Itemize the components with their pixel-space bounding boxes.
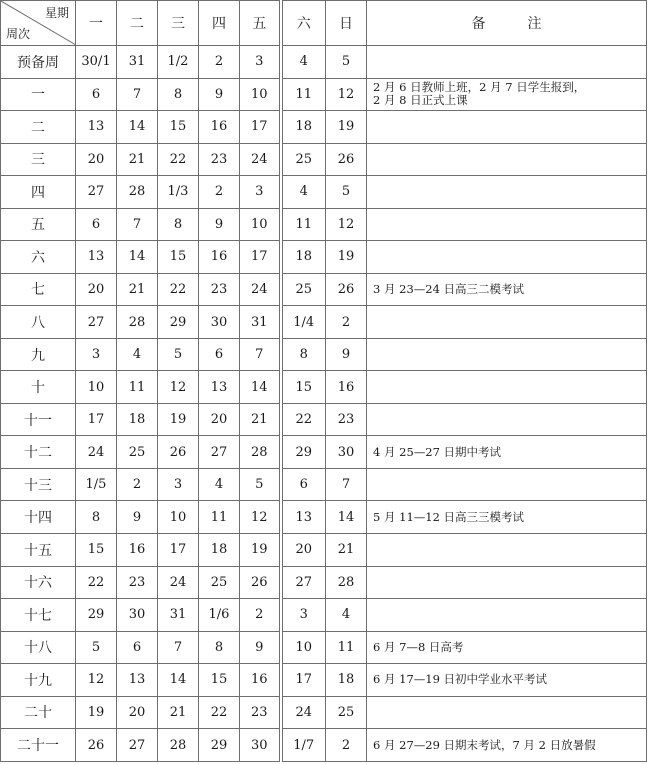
date-cell-thu: 20 — [199, 403, 240, 436]
date-cell-thu: 2 — [199, 176, 240, 209]
date-cell-sat: 15 — [281, 371, 326, 404]
date-cell-sat: 3 — [281, 599, 326, 632]
date-cell-thu: 9 — [199, 78, 240, 111]
date-cell-mon: 26 — [76, 729, 117, 762]
date-cell-tue: 23 — [117, 566, 158, 599]
date-cell-wed: 15 — [158, 241, 199, 274]
date-cell-wed: 8 — [158, 208, 199, 241]
note-cell: 3 月 23—24 日高三二模考试 — [367, 273, 647, 306]
week-label: 十七 — [1, 599, 76, 632]
date-cell-sat: 11 — [281, 78, 326, 111]
date-cell-wed: 24 — [158, 566, 199, 599]
date-cell-sun: 12 — [326, 208, 367, 241]
date-cell-tue: 6 — [117, 631, 158, 664]
date-cell-fri: 24 — [240, 143, 281, 176]
note-cell — [367, 696, 647, 729]
week-label: 十六 — [1, 566, 76, 599]
table-row — [1, 306, 647, 339]
date-cell-thu: 4 — [199, 468, 240, 501]
date-cell-fri: 14 — [240, 371, 281, 404]
date-cell-wed: 12 — [158, 371, 199, 404]
date-cell-sun: 16 — [326, 371, 367, 404]
date-cell-sat: 6 — [281, 468, 326, 501]
week-label: 五 — [1, 208, 76, 241]
date-cell-fri: 26 — [240, 566, 281, 599]
week-label: 一 — [1, 78, 76, 111]
date-cell-wed: 7 — [158, 631, 199, 664]
date-cell-mon: 27 — [76, 306, 117, 339]
note-cell — [367, 208, 647, 241]
date-cell-tue: 16 — [117, 533, 158, 566]
date-cell-wed: 22 — [158, 273, 199, 306]
table-row — [1, 436, 647, 469]
table-row — [1, 208, 647, 241]
date-cell-wed: 8 — [158, 78, 199, 111]
date-cell-sun: 7 — [326, 468, 367, 501]
note-cell — [367, 566, 647, 599]
header-day-tue: 二 — [117, 1, 158, 46]
note-cell: 6 月 17—19 日初中学业水平考试 — [367, 664, 647, 697]
date-cell-thu: 8 — [199, 631, 240, 664]
date-cell-sun: 2 — [326, 729, 367, 762]
date-cell-thu: 16 — [199, 111, 240, 144]
table-row — [1, 468, 647, 501]
date-cell-sun: 30 — [326, 436, 367, 469]
week-label: 二十 — [1, 696, 76, 729]
date-cell-mon: 13 — [76, 111, 117, 144]
note-cell — [367, 468, 647, 501]
date-cell-tue: 21 — [117, 273, 158, 306]
date-cell-tue: 9 — [117, 501, 158, 534]
date-cell-tue: 13 — [117, 664, 158, 697]
date-cell-mon: 5 — [76, 631, 117, 664]
date-cell-mon: 13 — [76, 241, 117, 274]
date-cell-sat: 4 — [281, 46, 326, 79]
table-row — [1, 338, 647, 371]
date-cell-mon: 22 — [76, 566, 117, 599]
week-label: 十四 — [1, 501, 76, 534]
date-cell-fri: 31 — [240, 306, 281, 339]
date-cell-thu: 13 — [199, 371, 240, 404]
header-day-mon: 一 — [76, 1, 117, 46]
date-cell-wed: 1/3 — [158, 176, 199, 209]
week-label: 八 — [1, 306, 76, 339]
week-label: 六 — [1, 241, 76, 274]
date-cell-sun: 11 — [326, 631, 367, 664]
table-row — [1, 78, 647, 111]
date-cell-sat: 29 — [281, 436, 326, 469]
date-cell-mon: 15 — [76, 533, 117, 566]
date-cell-wed: 19 — [158, 403, 199, 436]
date-cell-sun: 5 — [326, 176, 367, 209]
note-cell — [367, 599, 647, 632]
date-cell-thu: 25 — [199, 566, 240, 599]
date-cell-wed: 26 — [158, 436, 199, 469]
week-label: 预备周 — [1, 46, 76, 79]
header-row — [1, 1, 647, 46]
date-cell-sat: 1/7 — [281, 729, 326, 762]
date-cell-fri: 23 — [240, 696, 281, 729]
date-cell-fri: 5 — [240, 468, 281, 501]
calendar-body — [1, 46, 647, 762]
date-cell-sat: 13 — [281, 501, 326, 534]
date-cell-sat: 25 — [281, 143, 326, 176]
note-cell: 6 月 7—8 日高考 — [367, 631, 647, 664]
date-cell-fri: 30 — [240, 729, 281, 762]
date-cell-sun: 23 — [326, 403, 367, 436]
header-notes — [367, 1, 647, 46]
date-cell-sun: 18 — [326, 664, 367, 697]
date-cell-fri: 7 — [240, 338, 281, 371]
note-cell — [367, 111, 647, 144]
date-cell-mon: 17 — [76, 403, 117, 436]
date-cell-tue: 28 — [117, 176, 158, 209]
date-cell-wed: 3 — [158, 468, 199, 501]
date-cell-sat: 10 — [281, 631, 326, 664]
date-cell-tue: 21 — [117, 143, 158, 176]
date-cell-fri: 9 — [240, 631, 281, 664]
table-row — [1, 176, 647, 209]
date-cell-tue: 31 — [117, 46, 158, 79]
week-label: 十二 — [1, 436, 76, 469]
header-day-sat: 六 — [281, 1, 326, 46]
date-cell-wed: 17 — [158, 533, 199, 566]
note-cell — [367, 46, 647, 79]
table-row — [1, 143, 647, 176]
date-cell-sat: 20 — [281, 533, 326, 566]
date-cell-mon: 6 — [76, 208, 117, 241]
date-cell-sat: 1/4 — [281, 306, 326, 339]
date-cell-fri: 28 — [240, 436, 281, 469]
date-cell-wed: 10 — [158, 501, 199, 534]
date-cell-mon: 8 — [76, 501, 117, 534]
date-cell-sun: 19 — [326, 241, 367, 274]
date-cell-sun: 26 — [326, 273, 367, 306]
table-row — [1, 631, 647, 664]
week-label: 九 — [1, 338, 76, 371]
table-row — [1, 371, 647, 404]
header-weekday-label: 星期 — [44, 6, 69, 20]
table-row — [1, 599, 647, 632]
week-label: 十八 — [1, 631, 76, 664]
week-label: 七 — [1, 273, 76, 306]
date-cell-tue: 27 — [117, 729, 158, 762]
note-cell: 6 月 27—29 日期末考试，7 月 2 日放暑假 — [367, 729, 647, 762]
date-cell-fri: 2 — [240, 599, 281, 632]
note-cell — [367, 176, 647, 209]
date-cell-thu: 1/6 — [199, 599, 240, 632]
table-row — [1, 501, 647, 534]
note-cell: 4 月 25—27 日期中考试 — [367, 436, 647, 469]
date-cell-tue: 20 — [117, 696, 158, 729]
note-cell — [367, 143, 647, 176]
header-notes-char-2: 注 — [527, 16, 542, 32]
date-cell-thu: 23 — [199, 273, 240, 306]
date-cell-wed: 1/2 — [158, 46, 199, 79]
date-cell-thu: 18 — [199, 533, 240, 566]
date-cell-sun: 4 — [326, 599, 367, 632]
date-cell-fri: 10 — [240, 208, 281, 241]
note-cell — [367, 371, 647, 404]
date-cell-tue: 28 — [117, 306, 158, 339]
date-cell-fri: 19 — [240, 533, 281, 566]
date-cell-sat: 27 — [281, 566, 326, 599]
date-cell-tue: 14 — [117, 111, 158, 144]
date-cell-thu: 9 — [199, 208, 240, 241]
note-cell — [367, 403, 647, 436]
date-cell-tue: 4 — [117, 338, 158, 371]
date-cell-wed: 5 — [158, 338, 199, 371]
header-day-sun: 日 — [326, 1, 367, 46]
date-cell-thu: 6 — [199, 338, 240, 371]
date-cell-mon: 10 — [76, 371, 117, 404]
header-week-label: 周次 — [6, 27, 31, 41]
note-cell — [367, 533, 647, 566]
date-cell-mon: 29 — [76, 599, 117, 632]
date-cell-fri: 17 — [240, 241, 281, 274]
week-label: 十五 — [1, 533, 76, 566]
date-cell-sat: 24 — [281, 696, 326, 729]
date-cell-tue: 30 — [117, 599, 158, 632]
date-cell-sun: 26 — [326, 143, 367, 176]
header-notes-char-1: 备 — [471, 16, 486, 32]
date-cell-sun: 25 — [326, 696, 367, 729]
date-cell-fri: 16 — [240, 664, 281, 697]
week-label: 三 — [1, 143, 76, 176]
date-cell-fri: 12 — [240, 501, 281, 534]
date-cell-sat: 4 — [281, 176, 326, 209]
date-cell-fri: 10 — [240, 78, 281, 111]
date-cell-thu: 27 — [199, 436, 240, 469]
date-cell-mon: 24 — [76, 436, 117, 469]
table-row — [1, 729, 647, 762]
date-cell-sat: 17 — [281, 664, 326, 697]
date-cell-sun: 19 — [326, 111, 367, 144]
week-label: 二十一 — [1, 729, 76, 762]
table-row — [1, 241, 647, 274]
note-cell: 5 月 11—12 日高三三模考试 — [367, 501, 647, 534]
date-cell-fri: 3 — [240, 176, 281, 209]
date-cell-sun: 21 — [326, 533, 367, 566]
date-cell-mon: 20 — [76, 273, 117, 306]
date-cell-thu: 29 — [199, 729, 240, 762]
date-cell-wed: 28 — [158, 729, 199, 762]
date-cell-fri: 3 — [240, 46, 281, 79]
date-cell-fri: 24 — [240, 273, 281, 306]
date-cell-mon: 6 — [76, 78, 117, 111]
table-row — [1, 696, 647, 729]
date-cell-tue: 11 — [117, 371, 158, 404]
date-cell-sun: 14 — [326, 501, 367, 534]
date-cell-sun: 5 — [326, 46, 367, 79]
week-label: 二 — [1, 111, 76, 144]
table-row — [1, 46, 647, 79]
header-corner-cell — [1, 1, 76, 46]
date-cell-thu: 23 — [199, 143, 240, 176]
date-cell-mon: 20 — [76, 143, 117, 176]
note-cell — [367, 241, 647, 274]
date-cell-wed: 15 — [158, 111, 199, 144]
date-cell-wed: 31 — [158, 599, 199, 632]
date-cell-thu: 2 — [199, 46, 240, 79]
date-cell-sat: 18 — [281, 241, 326, 274]
table-row — [1, 566, 647, 599]
table-row — [1, 273, 647, 306]
date-cell-sat: 8 — [281, 338, 326, 371]
date-cell-tue: 7 — [117, 208, 158, 241]
note-cell — [367, 306, 647, 339]
date-cell-sat: 11 — [281, 208, 326, 241]
date-cell-mon: 12 — [76, 664, 117, 697]
table-row — [1, 111, 647, 144]
table-row — [1, 664, 647, 697]
date-cell-thu: 16 — [199, 241, 240, 274]
date-cell-thu: 22 — [199, 696, 240, 729]
date-cell-tue: 18 — [117, 403, 158, 436]
note-cell: 2 月 6 日教师上班，2 月 7 日学生报到， 2 月 8 日正式上课 — [367, 78, 647, 111]
table-row — [1, 533, 647, 566]
date-cell-sun: 2 — [326, 306, 367, 339]
date-cell-sat: 25 — [281, 273, 326, 306]
header-day-fri: 五 — [240, 1, 281, 46]
date-cell-mon: 27 — [76, 176, 117, 209]
date-cell-fri: 17 — [240, 111, 281, 144]
week-label: 四 — [1, 176, 76, 209]
note-cell — [367, 338, 647, 371]
date-cell-sun: 28 — [326, 566, 367, 599]
date-cell-sat: 18 — [281, 111, 326, 144]
table-row — [1, 403, 647, 436]
date-cell-mon: 1/5 — [76, 468, 117, 501]
date-cell-fri: 21 — [240, 403, 281, 436]
date-cell-wed: 22 — [158, 143, 199, 176]
week-label: 十一 — [1, 403, 76, 436]
date-cell-thu: 30 — [199, 306, 240, 339]
week-label: 十 — [1, 371, 76, 404]
date-cell-tue: 14 — [117, 241, 158, 274]
date-cell-wed: 21 — [158, 696, 199, 729]
week-label: 十九 — [1, 664, 76, 697]
date-cell-tue: 2 — [117, 468, 158, 501]
date-cell-tue: 7 — [117, 78, 158, 111]
date-cell-wed: 14 — [158, 664, 199, 697]
date-cell-sun: 12 — [326, 78, 367, 111]
date-cell-mon: 3 — [76, 338, 117, 371]
date-cell-wed: 29 — [158, 306, 199, 339]
header-day-wed: 三 — [158, 1, 199, 46]
date-cell-mon: 30/1 — [76, 46, 117, 79]
date-cell-sun: 9 — [326, 338, 367, 371]
date-cell-mon: 19 — [76, 696, 117, 729]
date-cell-thu: 11 — [199, 501, 240, 534]
week-label: 十三 — [1, 468, 76, 501]
date-cell-thu: 15 — [199, 664, 240, 697]
header-day-thu: 四 — [199, 1, 240, 46]
date-cell-tue: 25 — [117, 436, 158, 469]
date-cell-sat: 22 — [281, 403, 326, 436]
